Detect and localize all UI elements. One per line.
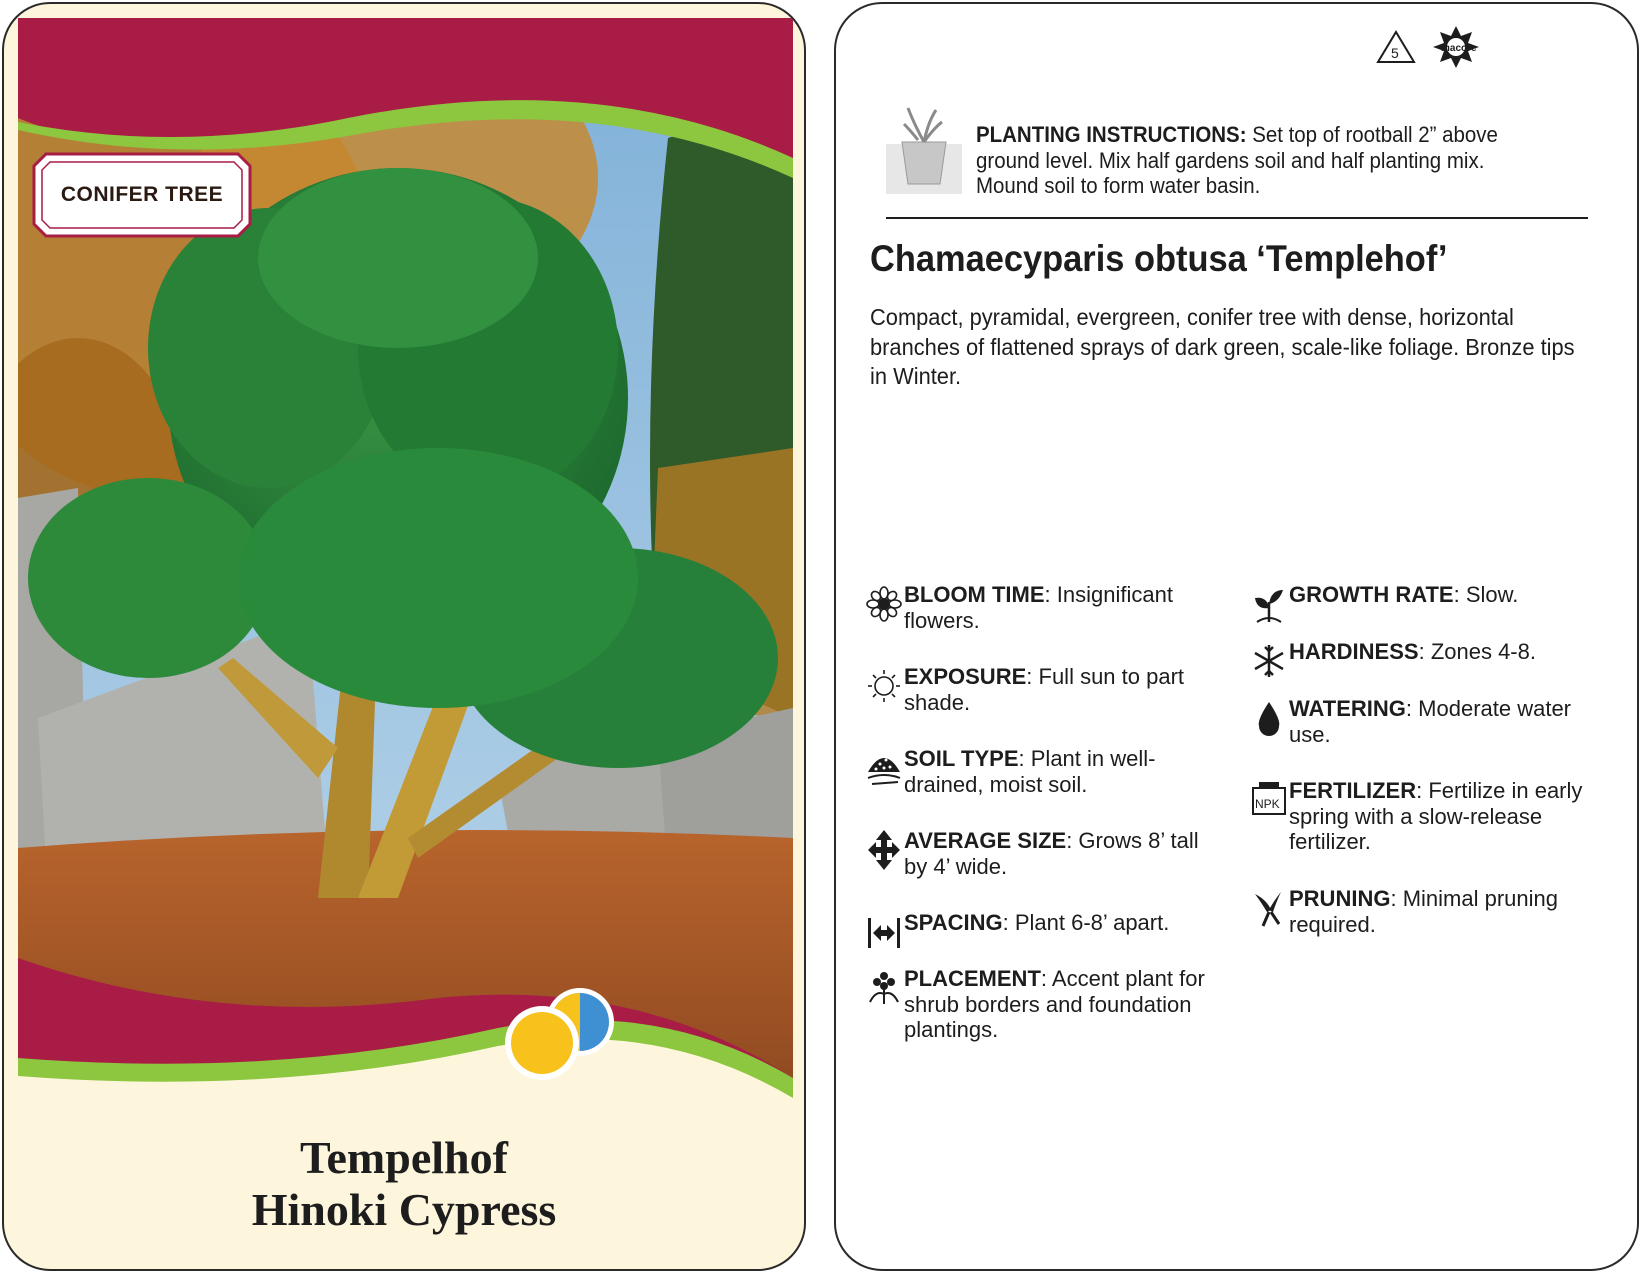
planting-instructions — [976, 122, 1553, 199]
attr-label: AVERAGE SIZE — [904, 828, 1067, 853]
common-name-line2: Hinoki Cypress — [251, 1184, 557, 1235]
water-drop-icon — [1251, 696, 1287, 740]
attr-value: Moderate water use. — [1289, 696, 1572, 747]
botanical-name: Chamaecyparis obtusa ‘Templehof’ — [870, 238, 1448, 279]
attr-label: GROWTH RATE — [1289, 582, 1454, 607]
recycle-number: 5 — [1391, 45, 1399, 61]
attr-value: Full sun to part shade. — [904, 664, 1185, 715]
npk-icon — [1251, 778, 1287, 822]
category-label: CONIFER TREE — [60, 183, 224, 206]
attr-value: Minimal pruning required. — [1289, 886, 1558, 937]
attr-value: Insignificant flowers. — [904, 582, 1173, 633]
attr-label: WATERING — [1289, 696, 1406, 721]
attr-label: SOIL TYPE — [904, 746, 1019, 771]
attr-label: PRUNING — [1289, 886, 1391, 911]
svg-text:macore: macore — [1441, 43, 1477, 54]
attr-label: EXPOSURE — [904, 664, 1027, 689]
common-name-line1: Tempelhof — [300, 1132, 508, 1183]
planting-label: PLANTING INSTRUCTIONS: — [976, 122, 1247, 147]
attr-value: Fertilize in early spring with a slow-release fertilizer. — [1289, 778, 1583, 854]
attr-value: Grows 8’ tall by 4’ wide. — [904, 828, 1199, 879]
description: Compact, pyramidal, evergreen, conifer tree with dense, horizontal branches of flattened sprays of dark green, scale-like foliage. Bronze tips in Winter. — [870, 304, 1575, 389]
attr-label: PLACEMENT — [904, 966, 1041, 991]
front-card — [2, 2, 806, 1271]
attr-label: FERTILIZER — [1289, 778, 1417, 803]
common-name — [4, 1132, 804, 1236]
back-card: 5 macore PLANTING INSTRUCTIONS: Set top of rootball 2” above ground level. Mix half gardens soil and half planting mix. Mound soil to form water basin. Chamaecyparis obtusa ‘Templehof’ Compact, pyramidal, evergreen, conifer tree with dense, horizontal branches of flattened sprays of dark green, scale-like foliage. Bronze tips in Winter. BLOOM TIME: Insignificant flowers. EXPOSURE: Full sun to part shade. SOIL TYPE: Plant in well-drained, moist soil. AVERAGE SIZE: Grows 8’ tall by 4’ wide. SPACING: Plant 6-8’ apart. PLACEMENT: Accent plant for shrub borders and foundation plantings. GROWTH RATE: Slow. HARDINESS: Zones 4-8. WATERING: Moderate water use. NPK FERTILIZER: Fertilize in early spring with a slow-release fertilizer. PRUNING: Minimal pruning required. — [834, 2, 1639, 1271]
sun-outline-icon — [866, 664, 902, 708]
soil-icon — [866, 746, 902, 790]
sprout-icon — [1251, 582, 1287, 626]
exposure-icons — [504, 986, 634, 1081]
attr-value: Plant 6-8’ apart. — [1008, 910, 1170, 935]
divider — [886, 217, 1588, 219]
attr-value: Plant in well-drained, moist soil. — [904, 746, 1156, 797]
attr-value: Slow. — [1459, 582, 1519, 607]
attr-label: HARDINESS — [1289, 639, 1419, 664]
planting-pot-icon — [884, 104, 964, 199]
spacing-arrows-icon — [866, 910, 902, 954]
recycle-icon — [1378, 32, 1414, 62]
category-badge — [32, 152, 252, 238]
svg-text:NPK: NPK — [1255, 797, 1280, 811]
snowflake-icon — [1251, 639, 1287, 683]
recycle-logos — [1374, 24, 1494, 74]
full-sun-icon — [511, 1012, 573, 1074]
placement-icon — [866, 966, 902, 1010]
pruners-icon — [1251, 886, 1287, 930]
attr-label: SPACING — [904, 910, 1003, 935]
planting-text: Set top of rootball 2” above ground level. Mix half gardens soil and half planting mix. Mound soil to form water basin. — [976, 122, 1498, 198]
macore-logo-icon — [1433, 26, 1479, 68]
attr-label: BLOOM TIME — [904, 582, 1045, 607]
attr-value: Zones 4-8. — [1424, 639, 1536, 664]
attr-value: Accent plant for shrub borders and foundation plantings. — [904, 966, 1205, 1042]
size-arrows-icon — [866, 828, 902, 872]
flower-icon — [866, 582, 902, 626]
